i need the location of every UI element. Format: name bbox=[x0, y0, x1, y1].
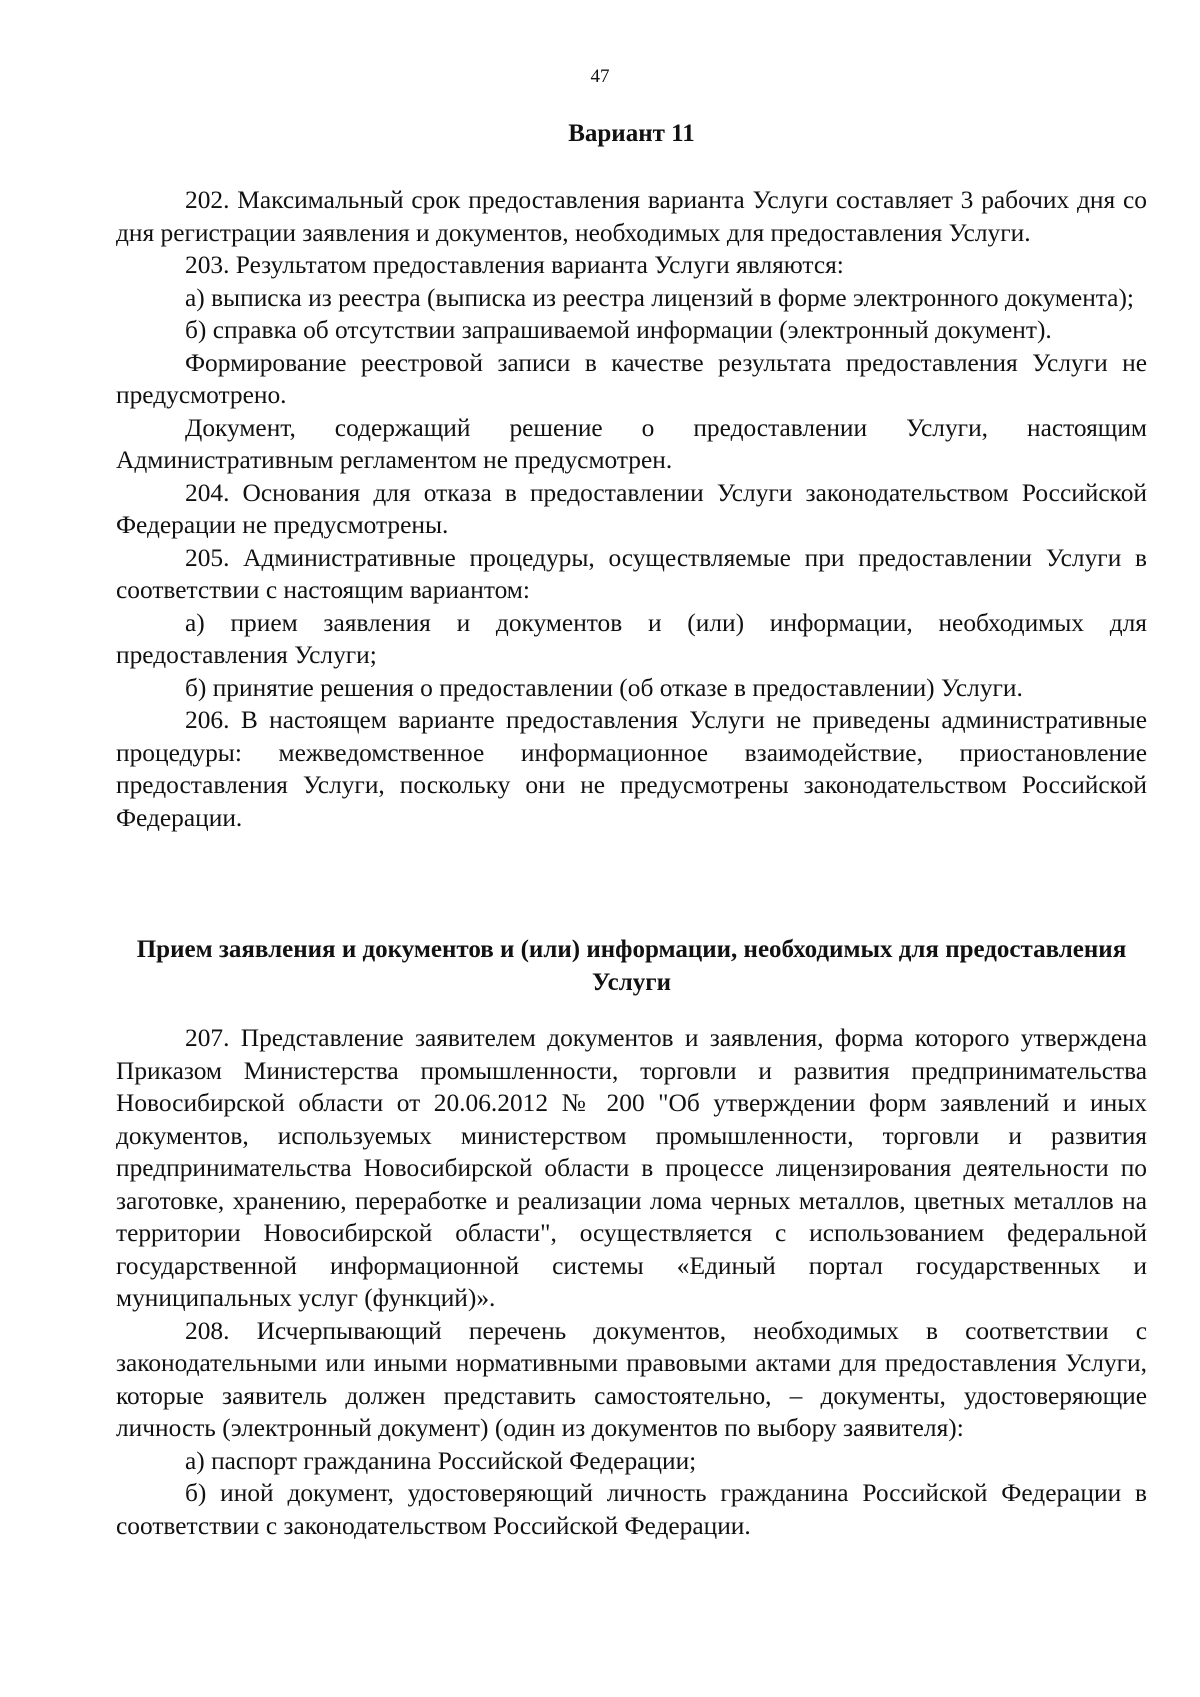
paragraph-208: 208. Исчерпывающий перечень документов, необходимых в соответствии с законодательными или иными нормативными правовыми актами для предоставления Услуги, которые заявитель должен представить самостоятельно, – документы, удостоверяющие личность (электронный документ) (один из документов по выбору заявителя): bbox=[116, 1316, 1147, 1442]
paragraph-203-b: б) справка об отсутствии запрашиваемой информации (электронный документ). bbox=[185, 316, 1052, 344]
section-heading: Прием заявления и документов и (или) информации, необходимых для предоставления Услуги bbox=[136, 936, 1127, 996]
page-number: 47 bbox=[590, 66, 610, 87]
paragraph-204: 204. Основания для отказа в предоставлении Услуги законодательством Российской Федерации не предусмотрены. bbox=[116, 478, 1147, 539]
paragraph-208-b: б) иной документ, удостоверяющий личность гражданина Российской Федерации в соответствии с законодательством Российской Федерации. bbox=[116, 1479, 1147, 1540]
paragraph-202: 202. Максимальный срок предоставления варианта Услуги составляет 3 рабочих дня со дня регистрации заявления и документов, необходимых для предоставления Услуги. bbox=[116, 186, 1147, 247]
paragraph-205-a: а) прием заявления и документов и (или) информации, необходимых для предоставления Услуги; bbox=[116, 608, 1147, 669]
paragraph-205-b: б) принятие решения о предоставлении (об отказе в предоставлении) Услуги. bbox=[185, 673, 1023, 702]
paragraph-203-a: а) выписка из реестра (выписка из реестра лицензий в форме электронного документа); bbox=[185, 283, 1134, 312]
paragraph-decision-document: Документ, содержащий решение о предоставлении Услуги, настоящим Административным регламентом не предусмотрен. bbox=[116, 413, 1147, 474]
paragraph-206: 206. В настоящем варианте предоставления Услуги не приведены административные процедуры: межведомственное информационное взаимодействие, приостановление предоставления Услуги, поскольку они не предусмотрены законодательством Российской Федерации. bbox=[116, 706, 1147, 832]
paragraph-203: 203. Результатом предоставления варианта Услуги являются: bbox=[185, 251, 844, 279]
paragraph-block-2 bbox=[116, 1022, 1147, 1542]
paragraph-208-a: а) паспорт гражданина Российской Федерации; bbox=[185, 1446, 697, 1475]
paragraph-block-1 bbox=[116, 184, 1147, 834]
paragraph-205: 205. Административные процедуры, осуществляемые при предоставлении Услуги в соответствии с настоящим вариантом: bbox=[116, 543, 1147, 604]
paragraph-registry-record: Формирование реестровой записи в качестве результата предоставления Услуги не предусмотрено. bbox=[116, 348, 1147, 409]
variant-heading: Вариант 11 bbox=[568, 120, 695, 147]
paragraph-207: 207. Представление заявителем документов и заявления, форма которого утверждена Приказом Министерства промышленности, торговли и развития предпринимательства Новосибирской области от 20.06.2012 № 200 "Об утверждении форм заявлений и иных документов, используемых министерством промышленности, торговли и развития предпринимательства Новосибирской области в процессе лицензирования деятельности по заготовке, хранению, переработке и реализации лома черных металлов, цветных металлов на территории Новосибирской области", осуществляется с использованием федеральной государственной информационной системы «Единый портал государственных и муниципальных услуг (функций)». bbox=[116, 1024, 1147, 1312]
